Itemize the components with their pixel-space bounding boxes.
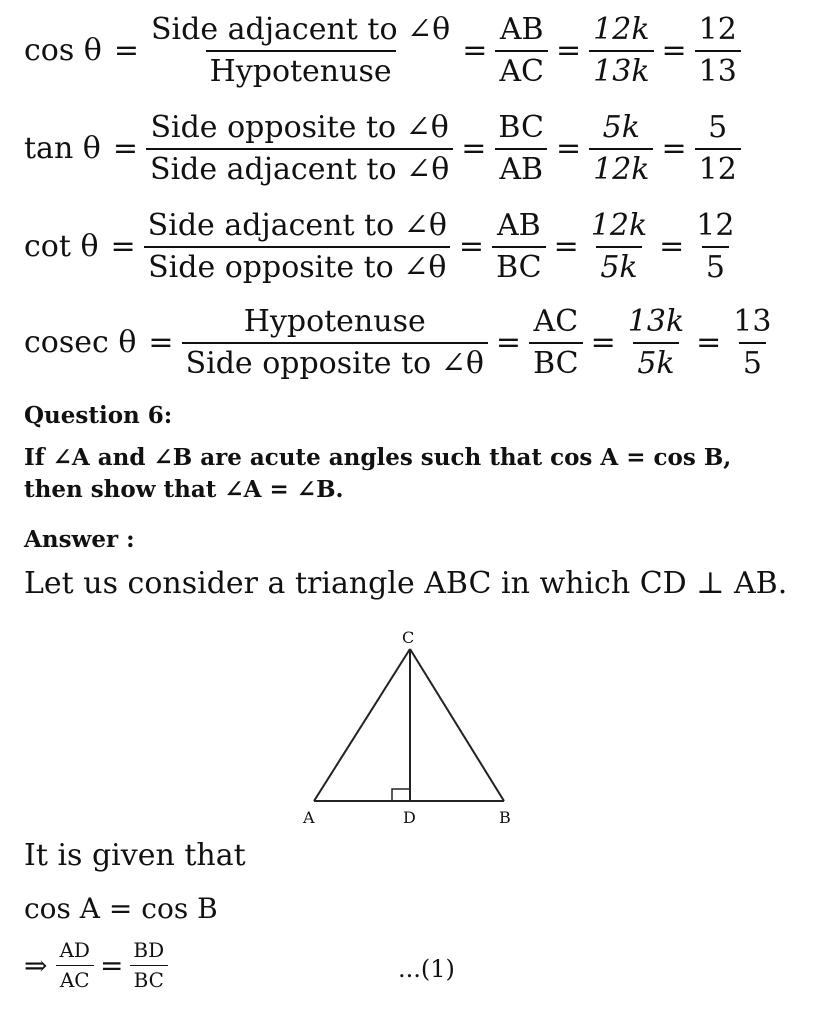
fraction-numerator: Side adjacent to ∠θ (151, 12, 451, 47)
given-equation: cos A = cos B (24, 892, 218, 925)
equals-sign: = (555, 131, 582, 166)
fraction-denominator: Side opposite to ∠θ (144, 246, 450, 284)
fraction-numerator: AD (59, 938, 90, 962)
equals-sign: = (495, 325, 522, 360)
vertex-label-c: C (402, 628, 415, 647)
fraction-denominator: 13 (695, 50, 741, 88)
answer-heading: Answer : (24, 526, 135, 553)
implies-equation (24, 940, 168, 991)
fraction-denominator: Side adjacent to ∠θ (146, 148, 453, 186)
equals-sign: = (110, 229, 136, 264)
fraction-value (695, 112, 741, 185)
fraction-denominator: 5k (596, 246, 641, 284)
fraction-numerator: 13k (627, 304, 685, 339)
equation-lhs: tan θ (24, 131, 101, 166)
equals-sign: = (553, 229, 579, 264)
fraction-value (692, 210, 738, 283)
equation-row (24, 306, 775, 379)
implies-arrow: ⇒ (24, 949, 48, 982)
equation-tag: ...(1) (398, 955, 455, 983)
fraction-numerator: 5 (708, 110, 728, 145)
fraction-denominator: 12 (695, 148, 741, 186)
equals-sign: = (148, 325, 174, 360)
equals-sign: = (659, 229, 685, 264)
fraction-denominator: BC (130, 965, 168, 991)
fraction-letters (495, 14, 548, 87)
fraction-numerator: Side opposite to ∠θ (150, 110, 449, 145)
equation-lhs: cot θ (24, 229, 99, 264)
fraction-numerator: 13 (733, 304, 772, 339)
fraction-denominator: Side opposite to ∠θ (182, 342, 488, 380)
fraction-numerator: Hypotenuse (243, 304, 426, 339)
fraction-denominator: AB (495, 148, 547, 186)
fraction-value (729, 306, 775, 379)
equals-sign: = (590, 325, 616, 360)
fraction-denominator: AC (56, 965, 94, 991)
fraction-denominator: 13k (589, 50, 653, 88)
question-line: then show that ∠A = ∠B. (24, 476, 344, 503)
fraction-numerator: Side adjacent to ∠θ (147, 208, 447, 243)
fraction-letters (494, 112, 548, 185)
equals-sign: = (462, 33, 488, 68)
fraction-k (589, 112, 653, 185)
equals-sign: = (661, 33, 687, 68)
fraction-denominator: BC (529, 342, 583, 380)
fraction-value (695, 14, 741, 87)
fraction-numerator: 12 (698, 12, 737, 47)
fraction-numerator: 5k (602, 110, 640, 145)
fraction-denominator: 12k (589, 148, 653, 186)
side-bc (410, 649, 504, 801)
right-angle-marker (392, 789, 410, 801)
equation-row (24, 210, 738, 283)
vertex-label-a: A (303, 808, 315, 825)
equals-sign: = (113, 33, 139, 68)
fraction-letters (492, 210, 546, 283)
given-text: It is given that (24, 838, 246, 873)
fraction-numerator: 12k (593, 12, 650, 47)
fraction-numerator: 12 (696, 208, 735, 243)
fraction-denominator: 5 (739, 342, 766, 380)
equals-sign: = (461, 131, 487, 166)
question-text (24, 442, 804, 506)
question-heading: Question 6: (24, 402, 173, 429)
vertex-label-b: B (499, 808, 511, 825)
fraction-numerator: BD (133, 938, 165, 962)
fraction-words (144, 210, 451, 283)
fraction-numerator: 12k (590, 208, 648, 243)
fraction-denominator: 5 (702, 246, 729, 284)
fraction-words (182, 306, 488, 379)
answer-intro: Let us consider a triangle ABC in which CD ⊥ AB. (24, 566, 788, 601)
triangle-figure (0, 625, 815, 825)
fraction-words (147, 14, 454, 87)
fraction-numerator: BC (498, 110, 544, 145)
equation-row (24, 14, 741, 87)
fraction-denominator: BC (492, 246, 546, 284)
equals-sign: = (99, 949, 124, 982)
fraction-k (589, 14, 653, 87)
fraction-denominator: Hypotenuse (206, 50, 396, 88)
fraction-numerator: AC (533, 304, 579, 339)
side-ac (314, 649, 410, 801)
equals-sign: = (661, 131, 687, 166)
equation-lhs: cos θ (24, 33, 102, 68)
fraction-denominator: 5k (633, 342, 678, 380)
question-line: If ∠A and ∠B are acute angles such that cos A = cos B, (24, 444, 732, 471)
equals-sign: = (696, 325, 722, 360)
fraction-denominator: AC (495, 50, 548, 88)
fraction-k (587, 210, 651, 283)
fraction-ad-ac (55, 940, 93, 991)
vertex-label-d: D (403, 808, 416, 825)
equation-row (24, 112, 741, 185)
fraction-words (146, 112, 453, 185)
fraction-numerator: AB (496, 208, 541, 243)
equals-sign: = (458, 229, 485, 264)
equals-sign: = (556, 33, 582, 68)
fraction-k (624, 306, 688, 379)
fraction-letters (529, 306, 583, 379)
fraction-numerator: AB (499, 12, 544, 47)
equals-sign: = (112, 131, 139, 166)
fraction-bd-bc (129, 940, 168, 991)
equation-lhs: cosec θ (24, 325, 137, 360)
